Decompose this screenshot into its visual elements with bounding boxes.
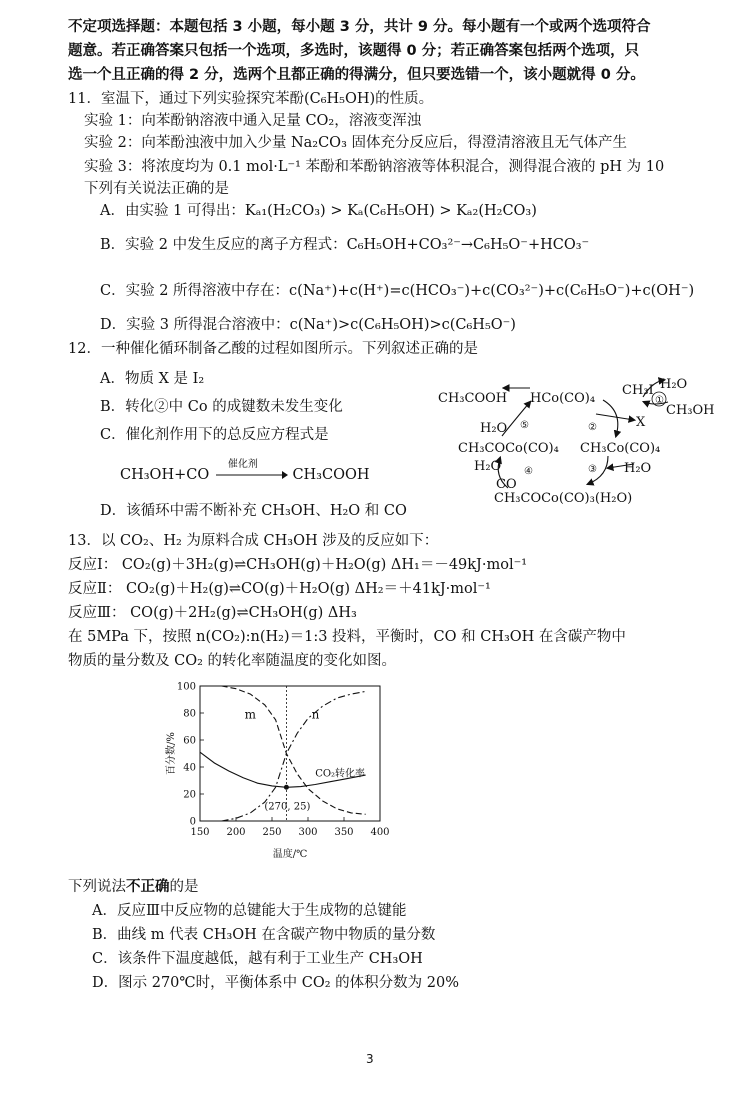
q11-ask: 下列有关说法正确的是: [84, 181, 229, 197]
instructions-line-3: 选一个且正确的得 2 分，选两个且都正确的得满分，但只要选错一个，该小题就得 0 分。: [68, 67, 645, 83]
q11-option-c: C．实验 2 所得溶液中存在：c(Na⁺)+c(H⁺)=c(HCO₃⁻)+c(CO₃²⁻)+c(C₆H₅O⁻)+c(OH⁻): [100, 283, 695, 299]
y-tick-label: 80: [183, 708, 196, 720]
label-h2o-top: H₂O: [660, 377, 688, 392]
label-h2o-left2: H₂O: [474, 459, 502, 474]
q11-option-d: D．实验 3 所得混合溶液中：c(Na⁺)>c(C₆H₅OH)>c(C₆H₅O⁻): [100, 317, 516, 333]
q12-option-c: C．催化剂作用下的总反应方程式是: [100, 427, 329, 443]
q13-ask: [68, 876, 199, 898]
series-label-n: n: [311, 707, 320, 722]
q13-condition-2: 物质的量分数及 CO₂ 的转化率随温度的变化如图。: [68, 653, 397, 669]
label-h2o-right: H₂O: [624, 461, 652, 476]
q13-reaction-2: 反应Ⅱ： CO₂(g)＋H₂(g)⇌CO(g)＋H₂O(g) ΔH₂＝＋41kJ·mol⁻¹: [68, 581, 491, 597]
x-axis-label: 温度/℃: [272, 849, 308, 860]
page-number: 3: [366, 1052, 374, 1066]
instructions-line-1: 不定项选择题：本题包括 3 小题，每小题 3 分，共计 9 分。每小题有一个或两个选项符合: [68, 19, 651, 35]
data-point: [284, 785, 289, 790]
q11-option-a: A．由实验 1 可得出：Kₐ₁(H₂CO₃) > Kₐ(C₆H₅OH) > Kₐ₂(H₂CO₃): [100, 203, 537, 219]
label-ch3coco-co4: CH₃COCo(CO)₄: [458, 441, 559, 456]
label-ch3coco-co3-h2o: CH₃COCo(CO)₃(H₂O): [494, 491, 633, 506]
step-5-marker: ⑤: [520, 420, 529, 431]
label-co: CO: [496, 477, 517, 492]
q12-option-d: D．该循环中需不断补充 CH₃OH、H₂O 和 CO: [100, 503, 407, 519]
temperature-chart: [160, 676, 410, 866]
series-line-dashed: [222, 686, 366, 814]
x-tick-label: 200: [226, 827, 246, 838]
y-tick-label: 40: [183, 762, 196, 774]
label-ch3i: CH₃I: [622, 383, 654, 398]
step-1-marker: ①: [655, 395, 664, 406]
step-3-marker: ③: [588, 464, 597, 475]
q13-option-b: B．曲线 m 代表 CH₃OH 在含碳产物中物质的量分数: [92, 927, 436, 943]
q12-option-a: A．物质 X 是 I₂: [100, 371, 205, 387]
y-tick-label: 100: [176, 681, 196, 693]
label-ch3oh: CH₃OH: [666, 403, 715, 418]
series-label-co2: CO₂转化率: [315, 768, 366, 780]
series-label-m: m: [244, 707, 257, 722]
q13-condition-1: 在 5MPa 下，按照 n(CO₂):n(H₂)＝1:3 投料，平衡时，CO 和 CH₃OH 在含碳产物中: [68, 629, 626, 645]
q12-equation: [120, 459, 370, 486]
step-4-marker: ④: [524, 466, 533, 477]
label-h2o-left: H₂O: [480, 421, 508, 436]
q13-ask-emphasis: 不正确: [126, 878, 170, 895]
y-tick-label: 60: [183, 735, 196, 747]
y-tick-label: 0: [189, 816, 196, 828]
q13-option-c: C．该条件下温度越低，越有利于工业生产 CH₃OH: [92, 951, 423, 967]
q13-reaction-1: 反应Ⅰ： CO₂(g)＋3H₂(g)⇌CH₃OH(g)＋H₂O(g) ΔH₁＝－49kJ·mol⁻¹: [68, 557, 528, 573]
q11-exp1: 实验 1：向苯酚钠溶液中通入足量 CO₂，溶液变浑浊: [84, 113, 422, 129]
q13-reaction-3: 反应Ⅲ： CO(g)＋2H₂(g)⇌CH₃OH(g) ΔH₃: [68, 605, 357, 621]
q13-stem: 13．以 CO₂、H₂ 为原料合成 CH₃OH 涉及的反应如下：: [68, 533, 439, 549]
q12-option-b: B．转化②中 Co 的成键数未发生变化: [100, 399, 343, 415]
reaction-arrow-icon: [214, 468, 288, 482]
data-point-label: (270, 25): [264, 801, 311, 813]
y-axis-label: 百分数/%: [166, 732, 177, 775]
equation-product: CH₃COOH: [292, 467, 370, 483]
label-hco-co4: HCo(CO)₄: [530, 391, 596, 406]
catalytic-cycle-diagram: [438, 372, 715, 507]
label-ch3co-co4: CH₃Co(CO)₄: [580, 441, 661, 456]
instructions-line-2: 题意。若正确答案只包括一个选项，多选时，该题得 0 分；若正确答案包括两个选项，只: [68, 43, 640, 59]
y-tick-label: 20: [183, 789, 196, 801]
catalyst-label: 催化剂: [227, 459, 258, 470]
q11-option-b: B．实验 2 中发生反应的离子方程式：C₆H₅OH+CO₃²⁻→C₆H₅O⁻+HCO₃⁻: [100, 237, 590, 253]
label-ch3cooh: CH₃COOH: [438, 391, 508, 406]
q13-ask-suffix: 的是: [169, 879, 199, 895]
x-tick-label: 350: [334, 827, 354, 838]
label-x: X: [636, 415, 646, 430]
catalyst-arrow: [214, 459, 288, 482]
x-tick-label: 250: [262, 827, 282, 838]
q11-exp3: 实验 3：将浓度均为 0.1 mol·L⁻¹ 苯酚和苯酚钠溶液等体积混合，测得混合液的 pH 为 10: [84, 159, 665, 175]
x-tick-label: 150: [190, 827, 210, 838]
x-tick-label: 400: [370, 827, 390, 838]
q13-option-d: D．图示 270℃时，平衡体系中 CO₂ 的体积分数为 20%: [92, 975, 459, 991]
x-tick-label: 300: [298, 827, 318, 838]
equation-reactants: CH₃OH+CO: [120, 467, 210, 483]
step-2-marker: ②: [588, 422, 597, 433]
q13-ask-prefix: 下列说法: [68, 879, 126, 895]
q11-exp2: 实验 2：向苯酚浊液中加入少量 Na₂CO₃ 固体充分反应后，得澄清溶液且无气体产生: [84, 135, 627, 151]
q11-stem: 11．室温下，通过下列实验探究苯酚(C₆H₅OH)的性质。: [68, 91, 434, 107]
q12-stem: 12．一种催化循环制备乙酸的过程如图所示。下列叙述正确的是: [68, 341, 478, 357]
q13-option-a: A．反应Ⅲ中反应物的总键能大于生成物的总键能: [92, 903, 407, 919]
